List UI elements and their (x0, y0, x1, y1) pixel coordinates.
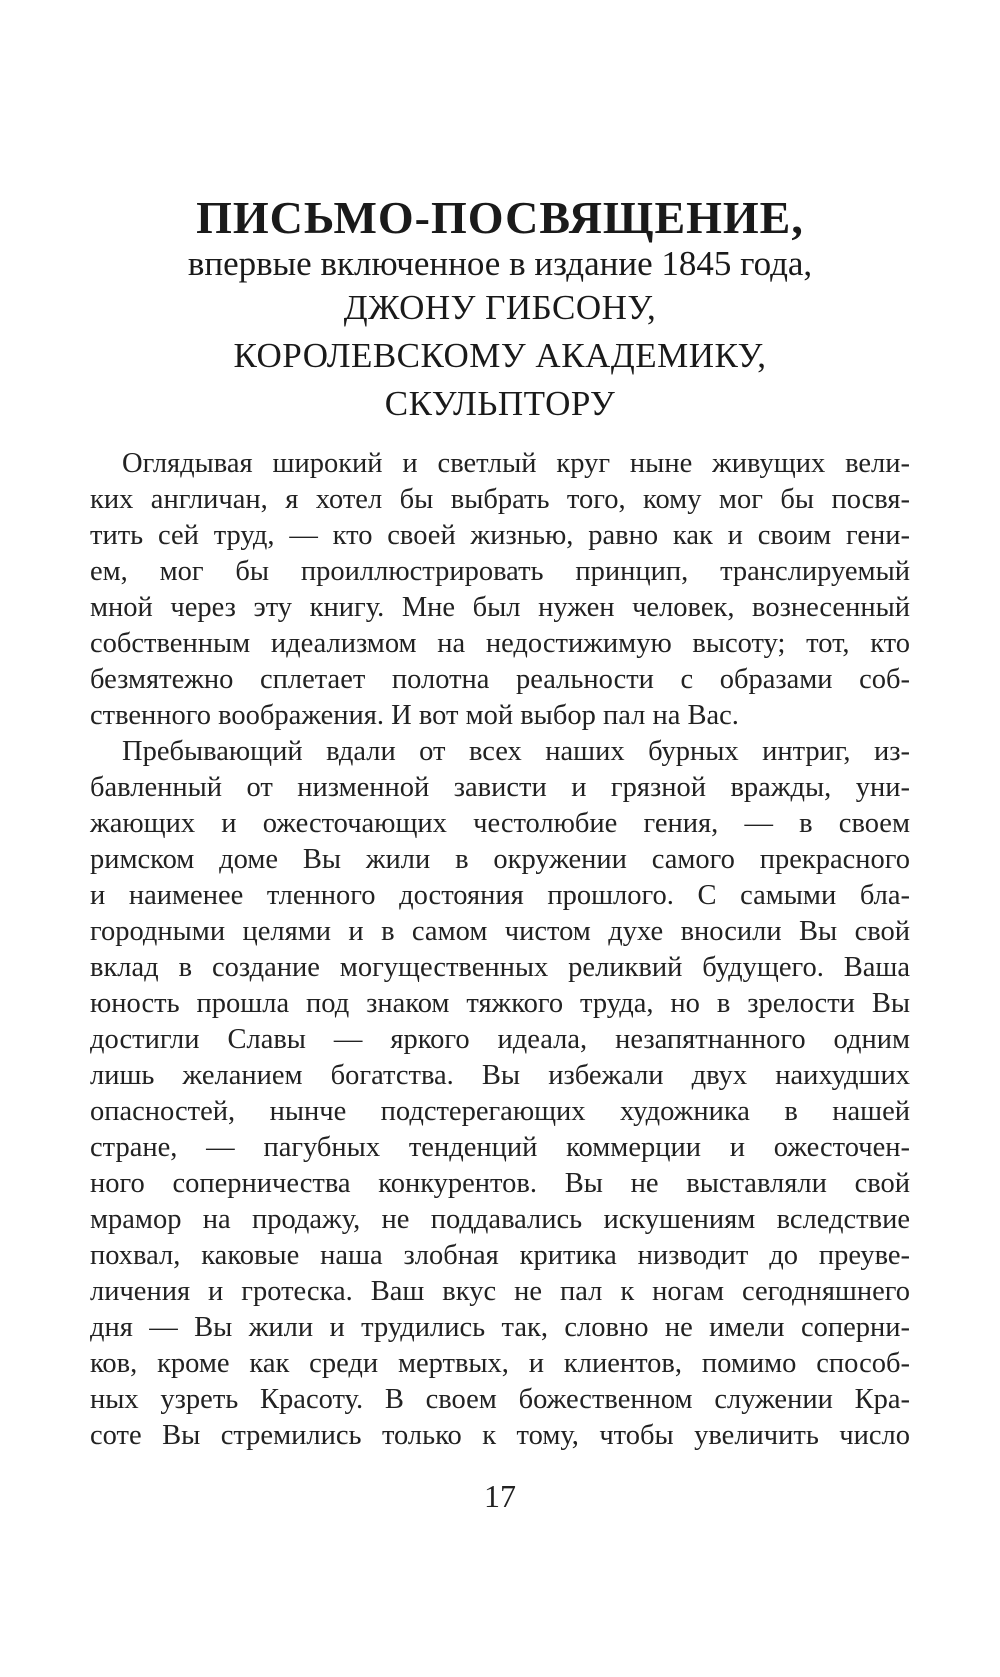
chapter-subtitle: впервые включенное в издание 1845 года, (187, 244, 813, 283)
text-line: ственного воображения. И вот мой выбор пал на Вас. (90, 700, 739, 731)
body-text (90, 446, 910, 1454)
chapter-heading (0, 192, 1000, 428)
text-line: городными целями и в самом чистом духе вносили Вы свой (90, 916, 910, 947)
text-line: ного соперничества конкурентов. Вы не выставляли свой (90, 1168, 910, 1199)
page-number: 17 (484, 1478, 516, 1514)
text-line: ких англичан, я хотел бы выбрать того, кому мог бы посвя- (90, 484, 910, 515)
dedicatee-line-2: КОРОЛЕВСКОМУ АКАДЕМИКУ, (233, 336, 767, 375)
paragraph-1 (90, 446, 910, 734)
text-line: соте Вы стремились только к тому, чтобы увеличить число (90, 1420, 910, 1451)
text-line: опасностей, нынче подстерегающих художника в нашей (90, 1096, 910, 1127)
text-line: и наименее тленного достояния прошлого. С самыми бла- (90, 880, 910, 911)
text-line: личения и гротеска. Ваш вкус не пал к ногам сегодняшнего (90, 1276, 910, 1307)
text-line: юность прошла под знаком тяжкого труда, но в зрелости Вы (90, 988, 910, 1019)
text-line: жающих и ожесточающих честолюбие гения, — в своем (90, 808, 910, 839)
paragraph-2 (90, 734, 910, 1454)
dedicatee-line-3: СКУЛЬПТОРУ (384, 384, 616, 423)
text-line: Пребывающий вдали от всех наших бурных интриг, из- (122, 736, 910, 767)
text-line: бавленный от низменной зависти и грязной вражды, уни- (90, 772, 910, 803)
text-line: вклад в создание могущественных реликвий будущего. Ваша (90, 952, 910, 983)
text-line: собственным идеализмом на недостижимую высоту; тот, кто (90, 628, 910, 659)
chapter-title: ПИСЬМО-ПОСВЯЩЕНИЕ, (196, 192, 804, 243)
text-line: достигли Славы — яркого идеала, незапятнанного одним (90, 1024, 910, 1055)
text-line: ков, кроме как среди мертвых, и клиентов, помимо способ- (90, 1348, 910, 1379)
text-line: стране, — пагубных тенденций коммерции и ожесточен- (90, 1132, 910, 1163)
text-line: Оглядывая широкий и светлый круг ныне живущих вели- (122, 448, 910, 479)
text-line: мной через эту книгу. Мне был нужен человек, вознесенный (90, 592, 910, 623)
text-line: римском доме Вы жили в окружении самого прекрасного (90, 844, 910, 875)
text-line: дня — Вы жили и трудились так, словно не имели соперни- (90, 1312, 910, 1343)
dedicatee-line-1: ДЖОНУ ГИБСОНУ, (343, 288, 657, 327)
text-line: ных узреть Красоту. В своем божественном служении Кра- (90, 1384, 910, 1415)
text-line: безмятежно сплетает полотна реальности с образами соб- (90, 664, 910, 695)
text-line: тить сей труд, — кто своей жизнью, равно как и своим гени- (90, 520, 910, 551)
text-line: лишь желанием богатства. Вы избежали двух наихудших (90, 1060, 910, 1091)
text-line: ем, мог бы проиллюстрировать принцип, транслируемый (90, 556, 910, 587)
text-line: похвал, каковые наша злобная критика низводит до преуве- (90, 1240, 910, 1271)
text-line: мрамор на продажу, не поддавались искушениям вследствие (90, 1204, 910, 1235)
